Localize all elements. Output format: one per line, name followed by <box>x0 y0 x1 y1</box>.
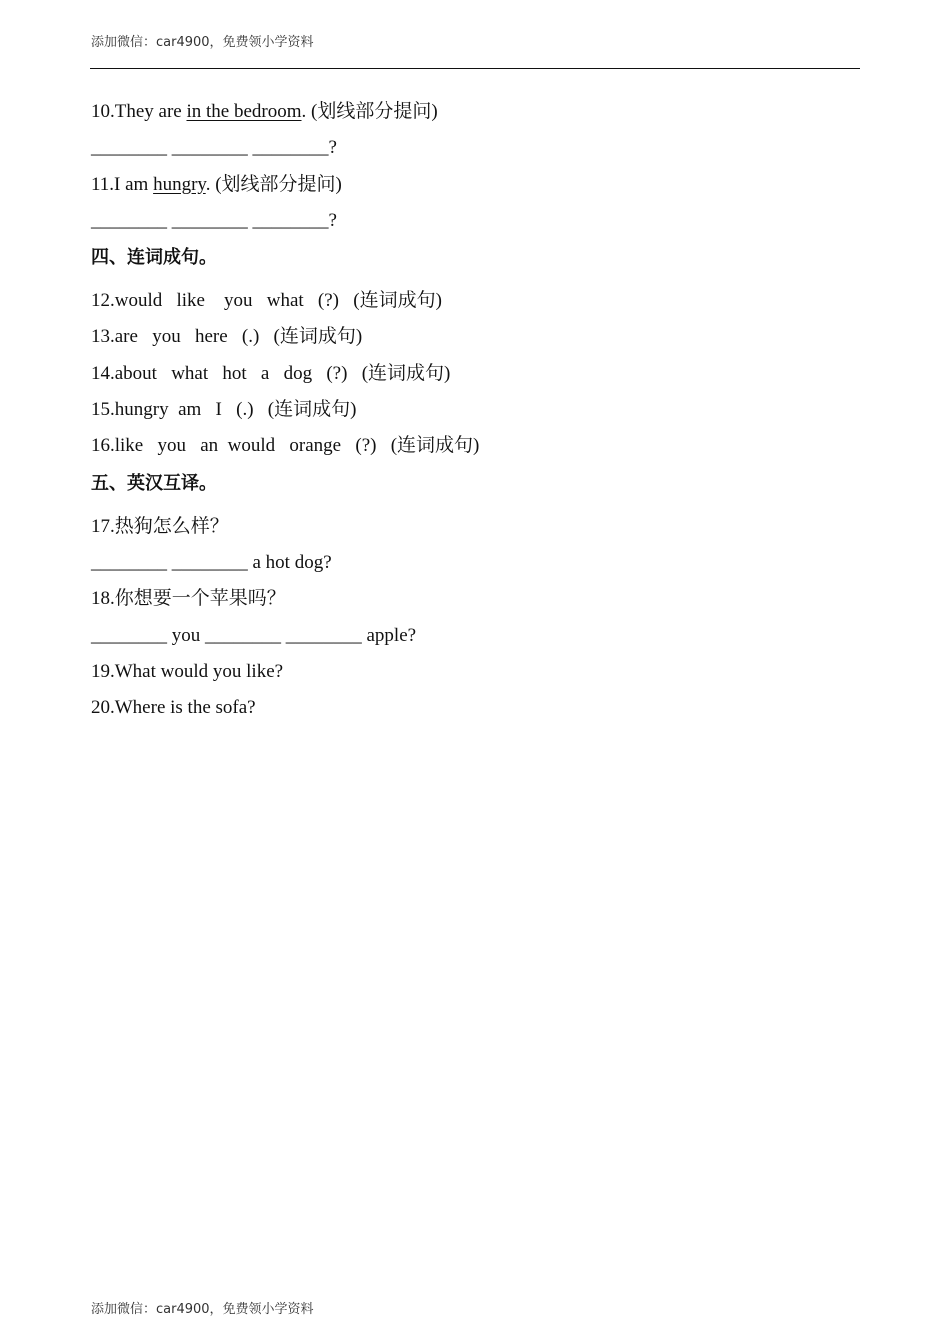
page-footer: 添加微信：car4900，免费领小学资料 <box>91 1302 314 1317</box>
question-11-suffix: . (划线部分提问) <box>205 173 342 195</box>
page-header: 添加微信：car4900，免费领小学资料 <box>91 35 314 50</box>
question-17: 17.热狗怎么样？ <box>91 515 229 537</box>
question-15: 15.hungry am I (.) (连词成句) <box>91 399 357 421</box>
section-4-heading: 四、连词成句。 <box>91 247 217 269</box>
question-17-answer-line: ________ ________ a hot dog? <box>91 551 332 573</box>
question-10-suffix: . (划线部分提问) <box>301 101 438 122</box>
question-11-underlined: hungry <box>153 173 206 195</box>
question-12: 12.would like you what (?) (连词成句) <box>91 290 442 312</box>
question-10-answer-line: ________ ________ ________? <box>91 137 337 159</box>
question-18: 18.你想要一个苹果吗？ <box>91 588 286 610</box>
question-10 <box>91 94 861 130</box>
question-19: 19.What would you like? <box>91 660 284 682</box>
question-16: 16.like you an would orange (?) (连词成句) <box>91 435 480 457</box>
question-20: 20.Where is the sofa? <box>91 697 256 719</box>
section-5-heading: 五、英汉互译。 <box>91 472 217 494</box>
question-11-answer-line: ________ ________ ________? <box>91 209 337 231</box>
question-13: 13.are you here (.) (连词成句) <box>91 326 363 348</box>
question-10-prefix: 10.They are <box>91 101 187 122</box>
question-11 <box>91 167 861 203</box>
question-14: 14.about what hot a dog (?) (连词成句) <box>91 362 451 384</box>
question-18-answer-line: ________ you ________ ________ apple? <box>91 624 417 646</box>
question-11-prefix: 11.I am <box>91 173 154 195</box>
worksheet-content <box>91 94 861 726</box>
header-divider <box>90 68 860 69</box>
question-10-underlined: in the bedroom <box>186 101 302 122</box>
